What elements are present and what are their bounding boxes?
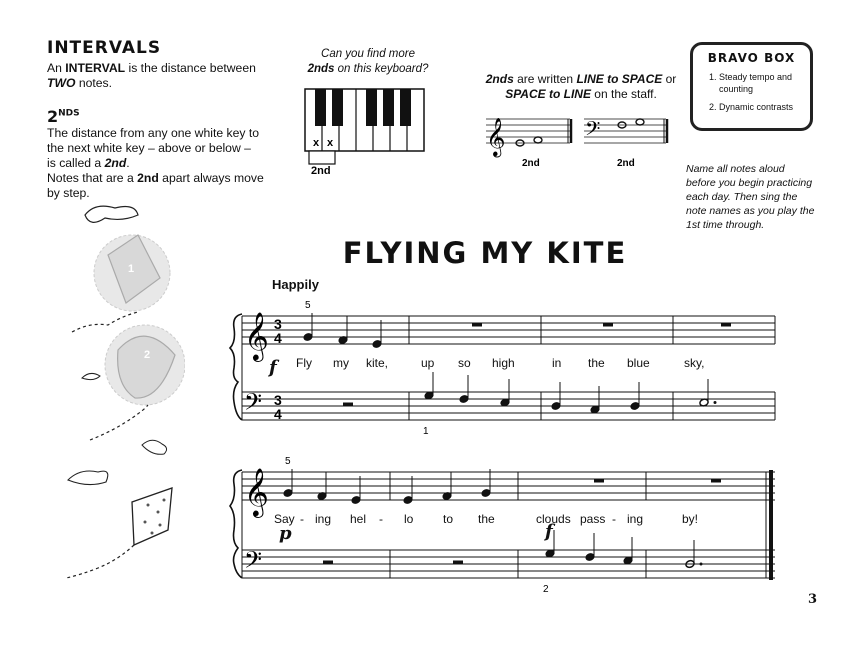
keyboard-diagram xyxy=(300,86,430,178)
bass-2nd-label: 2nd xyxy=(617,158,635,169)
key-mark-2: x xyxy=(327,137,334,149)
time-signature-top: 3 xyxy=(274,316,282,332)
grand-staff-brace xyxy=(230,314,242,420)
bass-staff xyxy=(242,550,775,578)
intervals-definition: An INTERVAL is the distance between TWO notes. xyxy=(47,61,256,90)
finger-number: 1 xyxy=(423,426,429,436)
lyric: the xyxy=(478,512,495,526)
treble-clef-icon: 𝄞 xyxy=(244,311,269,360)
whole-note xyxy=(534,137,542,143)
bass-clef-icon: 𝄢 xyxy=(585,117,601,145)
lyric: so xyxy=(458,356,471,370)
seconds-definition: The distance from any one white key to the next white key – above or below – is called a 2nd. Notes that are a 2nd apart always move by step. xyxy=(47,126,264,200)
cloud-icon xyxy=(85,206,138,222)
whole-rest-icon xyxy=(721,323,731,327)
song-title: FLYING MY KITE xyxy=(342,236,628,270)
intervals-heading: INTERVALS xyxy=(47,38,162,58)
lyric: blue xyxy=(627,356,650,370)
time-signature-bottom: 4 xyxy=(274,330,282,346)
lyric: up xyxy=(421,356,435,370)
final-barline xyxy=(769,470,773,580)
treble-notes xyxy=(283,469,491,504)
lyric: high xyxy=(492,356,515,370)
kite-tail-icon xyxy=(66,545,134,578)
bravo-item: 2. Dynamic contrasts xyxy=(719,101,802,113)
lyric: kite, xyxy=(366,356,389,370)
lyric: - xyxy=(300,512,304,526)
bravo-item: 1. Steady tempo and counting xyxy=(719,71,802,95)
bass-clef-icon: 𝄢 xyxy=(244,388,263,421)
lyric: to xyxy=(443,512,454,526)
second-label: 2nd xyxy=(311,165,331,177)
bravo-box-list xyxy=(701,71,802,113)
bravo-box-title: BRAVO BOX xyxy=(707,51,796,65)
treble-2nd-label: 2nd xyxy=(522,158,540,169)
time-signature-bottom: 4 xyxy=(274,406,282,422)
dynamic-piano: p xyxy=(279,523,292,544)
dynamic-forte: f xyxy=(269,357,277,378)
whole-rest-icon xyxy=(711,479,721,483)
lyric: clouds xyxy=(536,512,571,526)
finger-number: 5 xyxy=(305,300,311,311)
whole-rest-icon xyxy=(603,323,613,327)
key-mark-1: x xyxy=(313,137,320,149)
bass-notes xyxy=(545,530,633,565)
lyric: Say xyxy=(274,512,295,526)
whole-rest-icon xyxy=(594,479,604,483)
whole-rest-icon xyxy=(453,561,463,565)
treble-clef-icon: 𝄞 xyxy=(244,467,269,516)
cloud-icon xyxy=(142,440,167,454)
bass-notes xyxy=(424,372,640,414)
finger-number: 5 xyxy=(285,456,291,467)
whole-rest-icon xyxy=(343,403,353,407)
bass-clef-icon: 𝄢 xyxy=(244,546,263,579)
page-number: 3 xyxy=(808,592,818,607)
kite-number-2: 2 xyxy=(144,349,151,361)
cloud-icon xyxy=(68,471,108,485)
treble-staff xyxy=(242,316,775,344)
seconds-heading: $2^{NDS}$ xyxy=(47,107,80,126)
keyboard-caption: Can you find more 2nds on this keyboard? xyxy=(307,48,429,75)
lyric: by! xyxy=(682,512,699,526)
treble-clef-icon: 𝄞 xyxy=(486,117,506,156)
kite-3-icon xyxy=(132,488,172,545)
staff-info-text: 2nds are written LINE to SPACE or SPACE to LINE on the staff. xyxy=(485,72,677,101)
bravo-box xyxy=(690,42,813,131)
kite-illustrations xyxy=(60,200,185,585)
lyric: ing xyxy=(627,512,644,526)
music-system-2 xyxy=(228,452,783,598)
cloud-icon xyxy=(82,373,100,379)
whole-note xyxy=(636,119,644,125)
dynamic-forte: f xyxy=(545,521,553,542)
treble-notes xyxy=(303,313,382,348)
lyric: - xyxy=(612,512,616,526)
time-signature-top: 3 xyxy=(274,392,282,408)
lyric: lo xyxy=(404,512,414,526)
lyric: Fly xyxy=(296,356,312,370)
staff-examples xyxy=(484,108,674,170)
whole-rest-icon xyxy=(472,323,482,327)
lyric: - xyxy=(379,512,383,526)
lyric: my xyxy=(333,356,349,370)
finger-number: 2 xyxy=(543,584,549,595)
lyric: in xyxy=(552,356,562,370)
lyric: sky, xyxy=(684,356,705,370)
lyric: ing xyxy=(315,512,332,526)
grand-staff-brace xyxy=(230,470,242,578)
kite-tail-icon xyxy=(90,405,148,440)
practice-note: Name all notes aloud before you begin practicing each day. Then sing the note names as you play the 1st time through. xyxy=(686,163,815,231)
whole-rest-icon xyxy=(323,561,333,565)
lyric: pass xyxy=(580,512,606,526)
dot xyxy=(700,563,703,566)
lyric: the xyxy=(588,356,605,370)
tempo-marking: Happily xyxy=(272,277,319,292)
second-bracket xyxy=(309,151,335,164)
kite-number-1: 1 xyxy=(128,263,135,275)
dot xyxy=(714,401,717,404)
lyric: hel xyxy=(350,512,367,526)
